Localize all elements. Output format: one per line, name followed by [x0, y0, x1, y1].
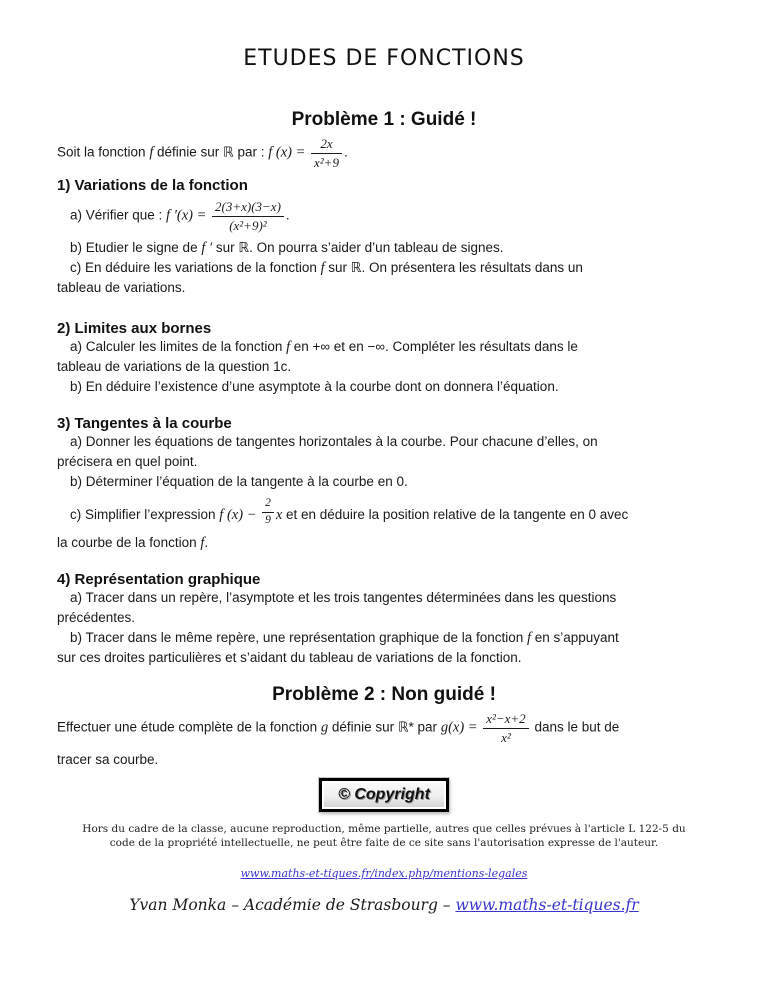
math-run: f: [200, 534, 205, 551]
problem2-body: [57, 710, 711, 770]
text-run: dans le but de: [530, 719, 620, 735]
legal-link-row: [57, 864, 711, 882]
question-1c-line2: [57, 278, 711, 298]
section3-body: [57, 432, 711, 553]
question-4b-line2: [57, 648, 711, 668]
math-run: f: [286, 339, 294, 356]
author-credit-text: Yvan Monka – Académie de Strasbourg –: [129, 896, 456, 915]
text-run: Effectuer une étude complète de la fonction: [57, 719, 321, 735]
text-run: définie sur ℝ par :: [156, 144, 269, 160]
section1-heading: 1) Variations de la fonction: [57, 177, 248, 195]
text-run: et en déduire la position relative de la tangente en 0 avec: [282, 507, 629, 523]
question-2a-line2: [57, 357, 711, 377]
math-run: f (x) −: [219, 507, 261, 524]
text-run: définie sur ℝ* par: [331, 719, 441, 735]
math-run: f: [320, 260, 329, 277]
text-run: c) En déduire les variations de la fonction: [70, 260, 321, 276]
mentions-legales-link[interactable]: www.maths-et-tiques.fr/index.php/mentions-legales: [240, 867, 528, 881]
math-run: f (x) =: [268, 144, 309, 161]
section2-heading: 2) Limites aux bornes: [57, 320, 212, 338]
legal-notice-line1: Hors du cadre de la classe, aucune reproduction, même partielle, autres que celles prévues à l'article L 122-5 du: [82, 823, 686, 836]
section4-body: [57, 588, 711, 668]
fraction: $\frac{2(3+x)(3-x)}{\text{(x²+9)²}}$: [212, 199, 284, 233]
math-run: g(x) =: [440, 719, 482, 736]
math-run: f: [527, 629, 535, 646]
text-run: précédentes.: [57, 609, 136, 625]
author-credit: [57, 896, 711, 914]
problem1-intro-line: [57, 135, 711, 171]
question-3a-line1: [57, 432, 711, 452]
section4-heading: 4) Représentation graphique: [57, 570, 261, 588]
text-run: Soit la fonction: [57, 144, 150, 160]
text-run: sur ℝ. On pourra s’aider d’un tableau de signes.: [212, 240, 504, 256]
question-4a-line2: [57, 608, 711, 628]
section2-body: [57, 337, 711, 397]
text-run: la courbe de la fonction: [57, 534, 201, 550]
text-run: a) Vérifier que :: [70, 207, 167, 223]
text-run: b) Etudier le signe de: [70, 240, 202, 256]
maths-et-tiques-link[interactable]: www.maths-et-tiques.fr: [455, 896, 639, 915]
text-run: b) En déduire l’existence d’une asymptote à la courbe dont on donnera l’équation.: [70, 379, 559, 395]
fraction: $\frac{2x}{\text{x²+9}}$: [311, 136, 342, 170]
question-2b: [57, 377, 711, 397]
copyright-badge-label: © Copyright: [338, 786, 430, 804]
question-1c-line1: [57, 258, 711, 278]
text-run: tableau de variations de la question 1c.: [57, 359, 292, 375]
math-run: f ′: [201, 240, 213, 257]
question-3b: [57, 472, 711, 492]
problem2-heading: Problème 2 : Non guidé !: [272, 683, 496, 705]
problem2-line2: [57, 750, 711, 770]
text-run: sur ℝ. On présentera les résultats dans un: [328, 260, 583, 276]
text-run: tracer sa courbe.: [57, 752, 159, 768]
question-4b-line1: [57, 628, 711, 648]
fraction: $\frac{\text{x²−x+2}}{\text{x²}}$: [483, 711, 528, 745]
section3-heading: 3) Tangentes à la courbe: [57, 415, 232, 433]
text-run: en +∞ et en −∞. Compléter les résultats dans le: [293, 339, 578, 355]
text-run: .: [204, 534, 209, 550]
text-run: précisera en quel point.: [57, 454, 198, 470]
text-run: sur ces droites particulières et s’aidant du tableau de variations de la fonction.: [57, 649, 522, 665]
question-3c-line2: [57, 533, 711, 553]
fraction: $\frac{2}{9}$: [262, 497, 274, 528]
math-run: g: [320, 719, 332, 736]
text-run: a) Tracer dans un repère, l’asymptote et les trois tangentes déterminées dans les questions: [70, 589, 617, 605]
question-1a: [57, 198, 711, 234]
document-content: [0, 46, 768, 914]
text-run: a) Donner les équations de tangentes horizontales à la courbe. Pour chacune d’elles, on: [70, 434, 598, 450]
section1-body: [57, 198, 711, 298]
math-run: f ′(x) =: [166, 207, 210, 224]
legal-notice: [57, 822, 711, 850]
copyright-badge: [319, 778, 449, 812]
question-1b: [57, 238, 711, 258]
legal-notice-line2: code de la propriété intellectuelle, ne peut être faite de ce site sans l'autorisation expresse de l'auteur.: [109, 837, 659, 850]
problem2-line1: [57, 710, 711, 746]
text-run: b) Déterminer l’équation de la tangente à la courbe en 0.: [70, 474, 408, 490]
problem1-heading: Problème 1 : Guidé !: [291, 109, 477, 130]
text-run: c) Simplifier l’expression: [70, 507, 220, 523]
question-3c-line1: [57, 496, 711, 529]
math-run: x: [275, 507, 283, 524]
question-4a-line1: [57, 588, 711, 608]
question-2a-line1: [57, 337, 711, 357]
question-3a-line2: [57, 452, 711, 472]
text-run: b) Tracer dans le même repère, une représentation graphique de la fonction: [70, 629, 528, 645]
text-run: tableau de variations.: [57, 280, 186, 296]
text-run: .: [285, 207, 290, 223]
math-run: f: [149, 144, 157, 161]
text-run: .: [343, 144, 348, 160]
text-run: a) Calculer les limites de la fonction: [70, 339, 287, 355]
text-run: en s’appuyant: [534, 629, 619, 645]
page-title: ETUDES DE FONCTIONS: [243, 46, 525, 71]
copyright-row: [57, 778, 711, 812]
